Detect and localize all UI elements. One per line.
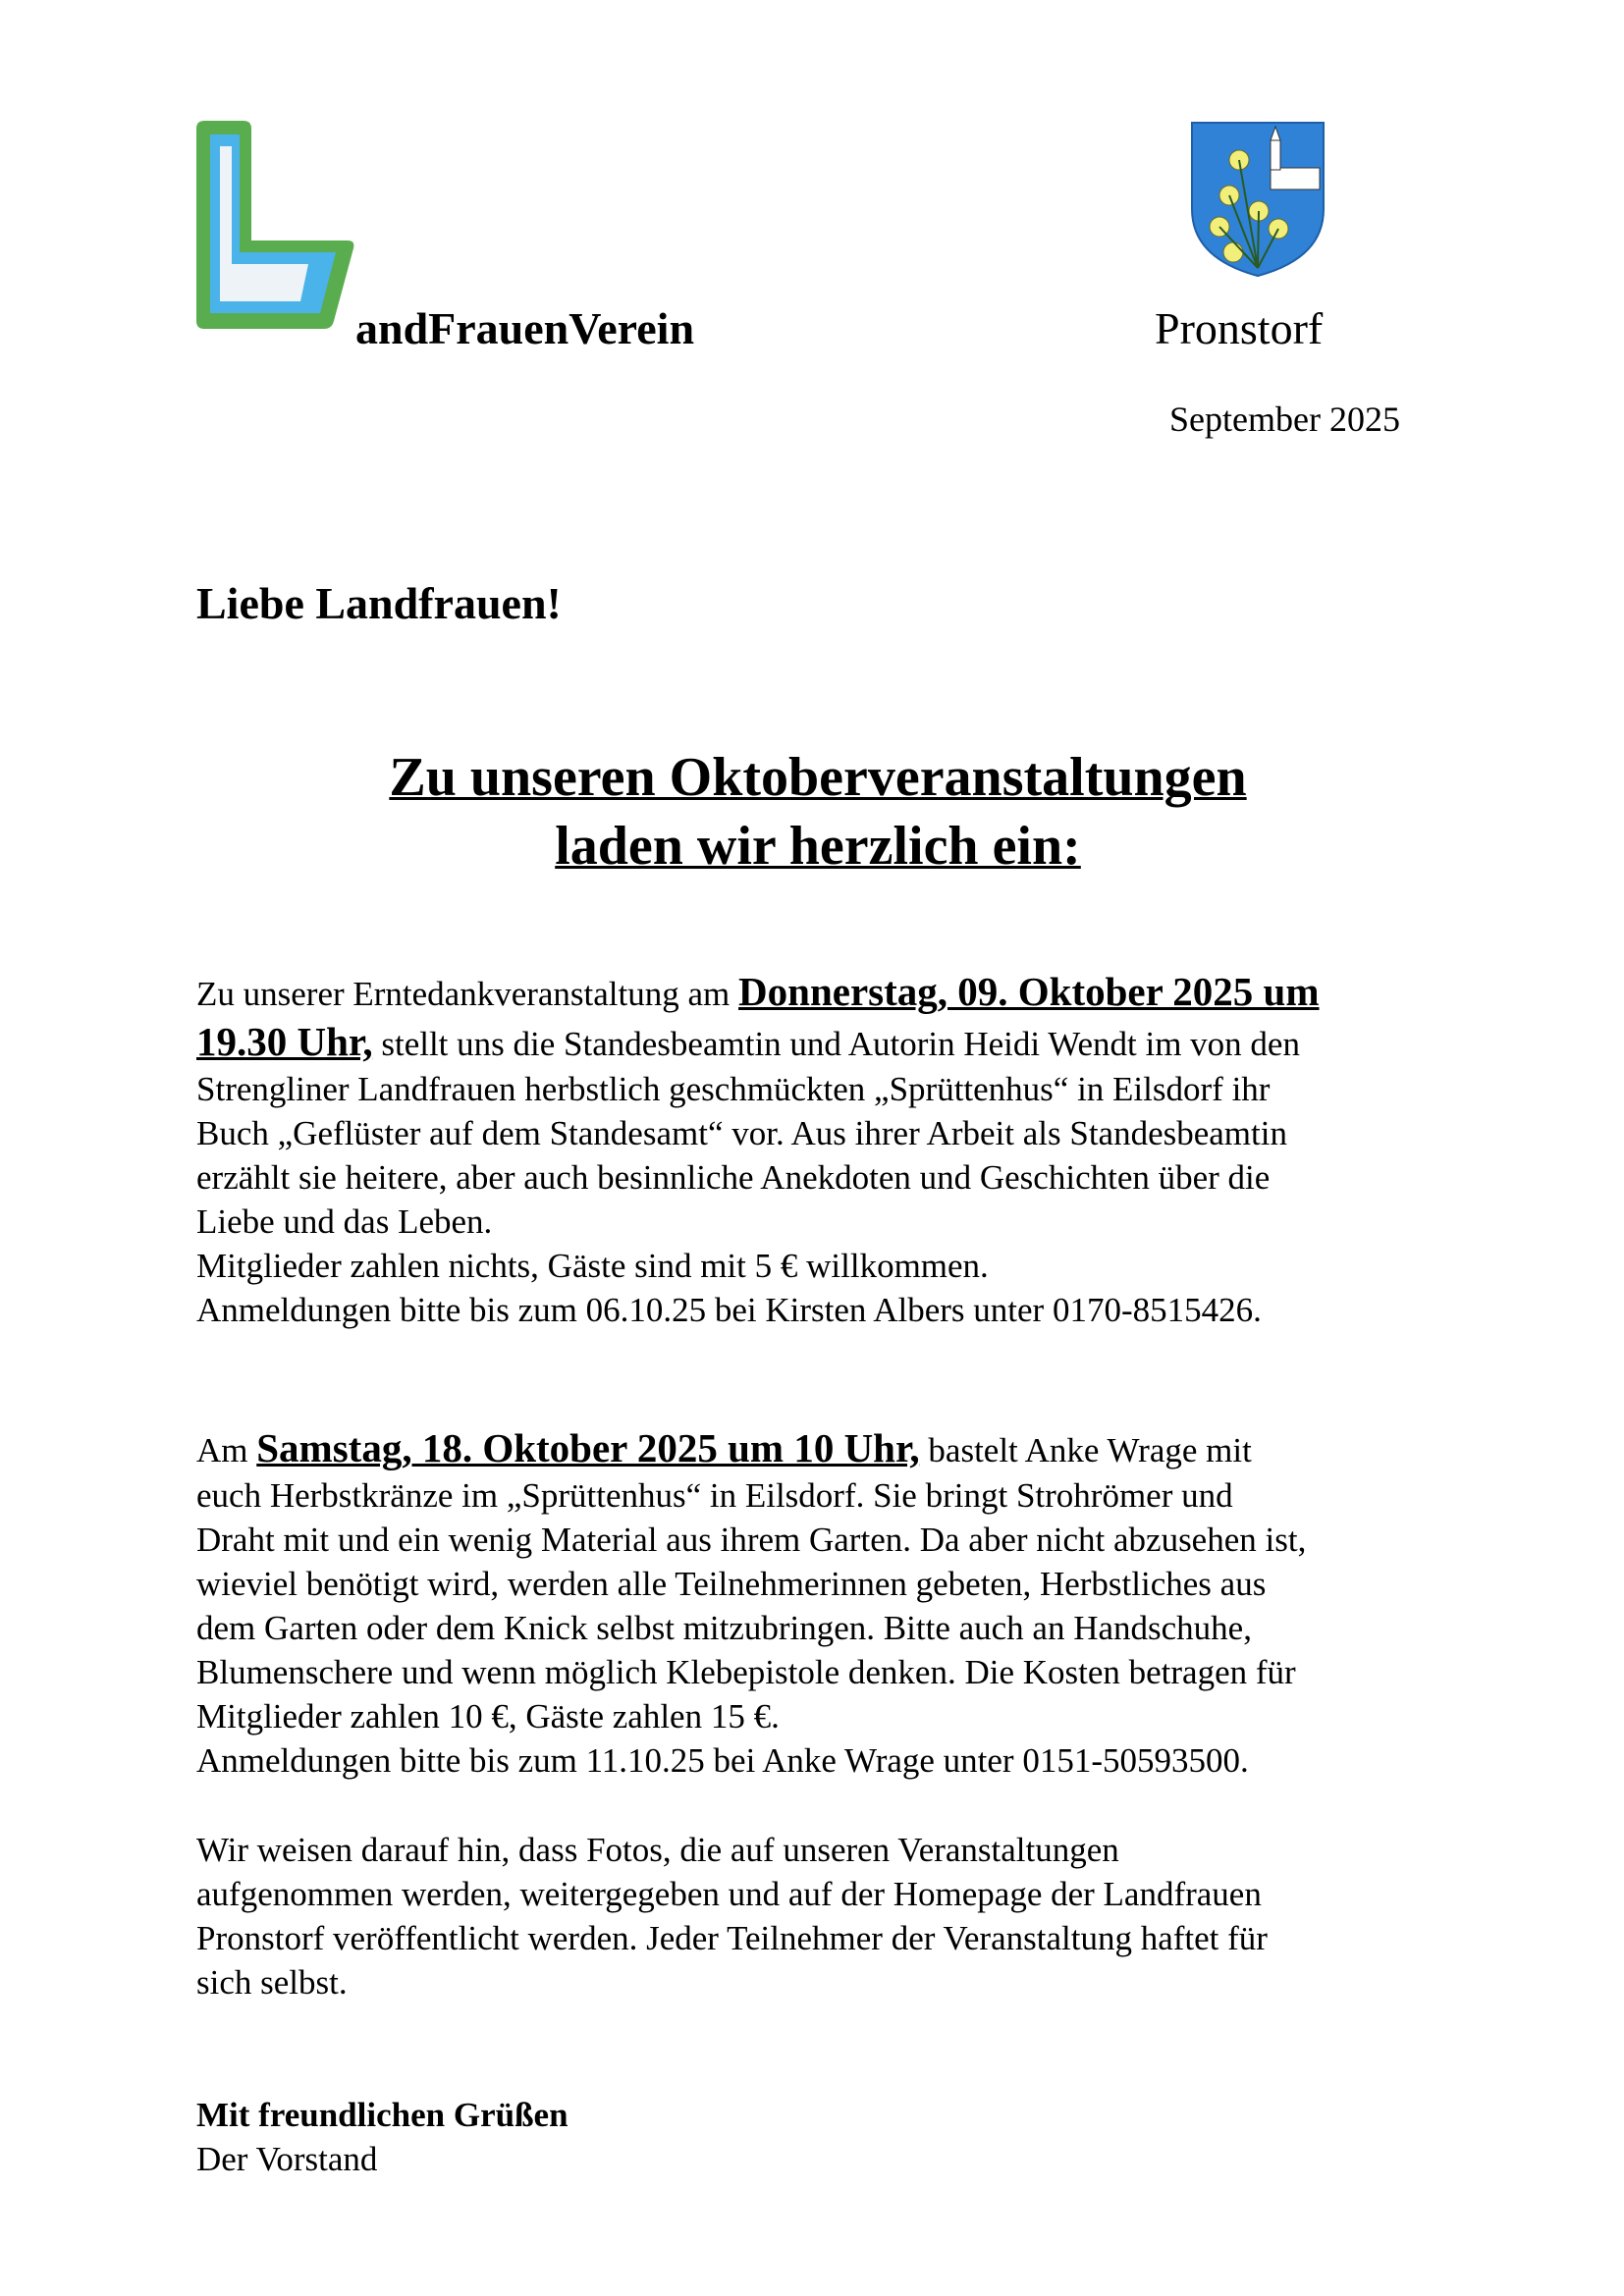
closing-signature: Der Vorstand <box>196 2140 378 2178</box>
paragraph-line <box>196 1423 1306 1473</box>
event-date-highlight: Donnerstag, 09. Oktober 2025 um <box>738 969 1320 1014</box>
paragraph-line: euch Herbstkränze im „Sprüttenhus“ in Eilsdorf. Sie bringt Strohrömer und <box>196 1476 1233 1515</box>
paragraph-line: Anmeldungen bitte bis zum 06.10.25 bei Kirsten Albers unter 0170-8515426. <box>196 1291 1262 1329</box>
title-line-2: laden wir herzlich ein: <box>555 816 1081 877</box>
closing-salutation: Mit freundlichen Grüßen <box>196 2096 568 2134</box>
paragraph-line: aufgenommen werden, weitergegeben und auf der Homepage der Landfrauen <box>196 1875 1262 1913</box>
event-date-highlight: Samstag, 18. Oktober 2025 um 10 Uhr, <box>256 1425 920 1470</box>
paragraph-line <box>196 967 1320 1017</box>
paragraph-line <box>196 1017 1320 1067</box>
greeting: Liebe Landfrauen! <box>196 578 562 628</box>
title-line-1: Zu unseren Oktoberveranstaltungen <box>389 747 1247 808</box>
paragraph-line: Mitglieder zahlen nichts, Gäste sind mit 5 € willkommen. <box>196 1247 989 1285</box>
place-name: Pronstorf <box>1155 303 1324 353</box>
paragraph-line: Mitglieder zahlen 10 €, Gäste zahlen 15 €. <box>196 1697 780 1735</box>
paragraph-line: erzählt sie heitere, aber auch besinnliche Anekdoten und Geschichten über die <box>196 1158 1271 1197</box>
text: Am <box>196 1431 257 1469</box>
paragraph-line: Draht mit und ein wenig Material aus ihrem Garten. Da aber nicht abzusehen ist, <box>196 1521 1307 1559</box>
paragraph-line: Pronstorf veröffentlicht werden. Jeder Teilnehmer der Veranstaltung haftet für <box>196 1919 1268 1957</box>
paragraph-line: sich selbst. <box>196 1963 348 2002</box>
paragraph-wreath-workshop <box>196 1423 1306 1783</box>
org-name: andFrauenVerein <box>355 303 695 353</box>
paragraph-line: wieviel benötigt wird, werden alle Teilnehmerinnen gebeten, Herbstliches aus <box>196 1565 1267 1603</box>
paragraph-line: Anmeldungen bitte bis zum 11.10.25 bei Anke Wrage unter 0151-50593500. <box>196 1741 1249 1780</box>
closing <box>196 2093 568 2181</box>
paragraph-photo-notice <box>196 1828 1268 2004</box>
text: Zu unserer Erntedankveranstaltung am <box>196 975 739 1013</box>
paragraph-line: Wir weisen darauf hin, dass Fotos, die auf unseren Veranstaltungen <box>196 1831 1119 1869</box>
text: bastelt Anke Wrage mit <box>919 1431 1252 1469</box>
paragraph-line: Liebe und das Leben. <box>196 1202 493 1241</box>
coat-of-arms <box>1190 121 1326 278</box>
paragraph-harvest-event <box>196 967 1320 1332</box>
landfrauen-logo <box>196 121 355 329</box>
paragraph-line: dem Garten oder dem Knick selbst mitzubringen. Bitte auch an Handschuhe, <box>196 1609 1252 1647</box>
text: stellt uns die Standesbeamtin und Autorin Heidi Wendt im von den <box>372 1025 1300 1063</box>
paragraph-line: Buch „Geflüster auf dem Standesamt“ vor. Aus ihrer Arbeit als Standesbeamtin <box>196 1114 1287 1152</box>
paragraph-line: Strengliner Landfrauen herbstlich geschmückten „Sprüttenhus“ in Eilsdorf ihr <box>196 1070 1271 1108</box>
paragraph-line: Blumenschere und wenn möglich Klebepistole denken. Die Kosten betragen für <box>196 1653 1296 1691</box>
letter-date: September 2025 <box>1169 400 1400 439</box>
event-time-highlight: 19.30 Uhr, <box>196 1019 373 1064</box>
